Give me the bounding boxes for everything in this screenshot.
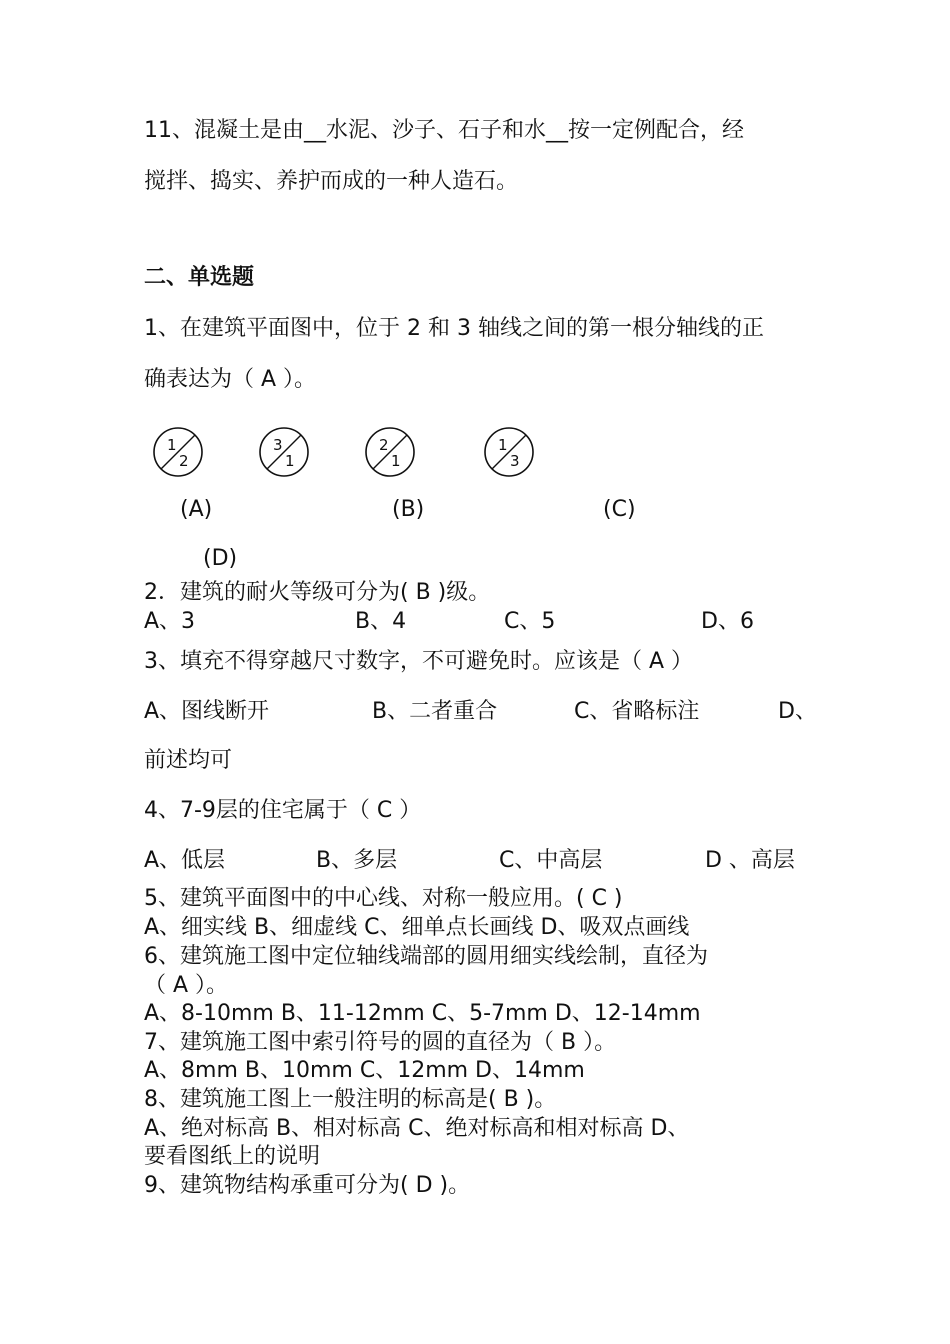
q6-stem: 6、建筑施工图中定位轴线端部的圆用细实线绘制，直径为 [144, 944, 708, 969]
q8-stem: 8、建筑施工图上一般注明的标高是( B )。 [144, 1087, 557, 1112]
svg-text:2: 2 [179, 452, 189, 470]
q7-options: A、8mm B、10mm C、12mm D、14mm [144, 1058, 585, 1083]
q11-line1: 11、混凝土是由__水泥、沙子、石子和水__按一定例配合，经 [144, 118, 744, 143]
q8-options-continued: 要看图纸上的说明 [144, 1144, 321, 1169]
q2-option-b: B、4 [355, 609, 407, 634]
axis-symbol-d [483, 426, 535, 478]
q4-option-a: A、低层 [144, 848, 226, 873]
axis-symbol-b [258, 426, 310, 478]
q3-option-c: C、省略标注 [574, 699, 700, 724]
q5-options: A、细实线 B、细虚线 C、细单点长画线 D、吸双点画线 [144, 915, 690, 940]
q3-option-a: A、图线断开 [144, 699, 270, 724]
axis-symbol-c [364, 426, 416, 478]
q1-option-d-label: (D) [203, 546, 238, 571]
svg-text:3: 3 [510, 452, 520, 470]
q5-stem: 5、建筑平面图中的中心线、对称一般应用。( C ) [144, 886, 623, 911]
axis-symbol-a [152, 426, 204, 478]
q1-option-b-label: (B) [392, 497, 425, 522]
q9-stem: 9、建筑物结构承重可分为( D )。 [144, 1173, 471, 1198]
q11-line2: 搅拌、捣实、养护而成的一种人造石。 [144, 169, 519, 194]
q3-option-d-continued: 前述均可 [144, 748, 233, 773]
q1-option-c-label: (C) [603, 497, 636, 522]
q3-option-d: D、 [778, 699, 817, 724]
q2-option-d: D、6 [701, 609, 754, 634]
q2-option-a: A、3 [144, 609, 196, 634]
q1-option-a-label: (A) [180, 497, 213, 522]
q3-stem: 3、填充不得穿越尺寸数字，不可避免时。应该是（ A ） [144, 649, 694, 674]
q4-option-c: C、中高层 [499, 848, 603, 873]
svg-text:1: 1 [498, 436, 508, 454]
q7-stem: 7、建筑施工图中索引符号的圆的直径为（ B ）。 [144, 1030, 617, 1055]
q1-stem-line1: 1、在建筑平面图中，位于 2 和 3 轴线之间的第一根分轴线的正 [144, 316, 764, 341]
svg-text:1: 1 [391, 452, 401, 470]
q3-option-b: B、二者重合 [372, 699, 498, 724]
q6-options: A、8-10mm B、11-12mm C、5-7mm D、12-14mm [144, 1001, 701, 1026]
svg-text:1: 1 [285, 452, 295, 470]
q4-option-b: B、多层 [316, 848, 398, 873]
q2-stem: 2．建筑的耐火等级可分为( B )级。 [144, 580, 491, 605]
svg-text:3: 3 [273, 436, 283, 454]
svg-text:1: 1 [167, 436, 177, 454]
svg-text:2: 2 [379, 436, 389, 454]
q4-option-d: D 、高层 [705, 848, 795, 873]
q2-option-c: C、5 [504, 609, 556, 634]
q6-answer: （ A ）。 [144, 973, 229, 998]
section-title: 二、单选题 [144, 265, 255, 290]
q4-stem: 4、7-9层的住宅属于（ C ） [144, 798, 422, 823]
q1-stem-line2: 确表达为（ A ）。 [144, 367, 317, 392]
q8-options: A、绝对标高 B、相对标高 C、绝对标高和相对标高 D、 [144, 1116, 690, 1141]
